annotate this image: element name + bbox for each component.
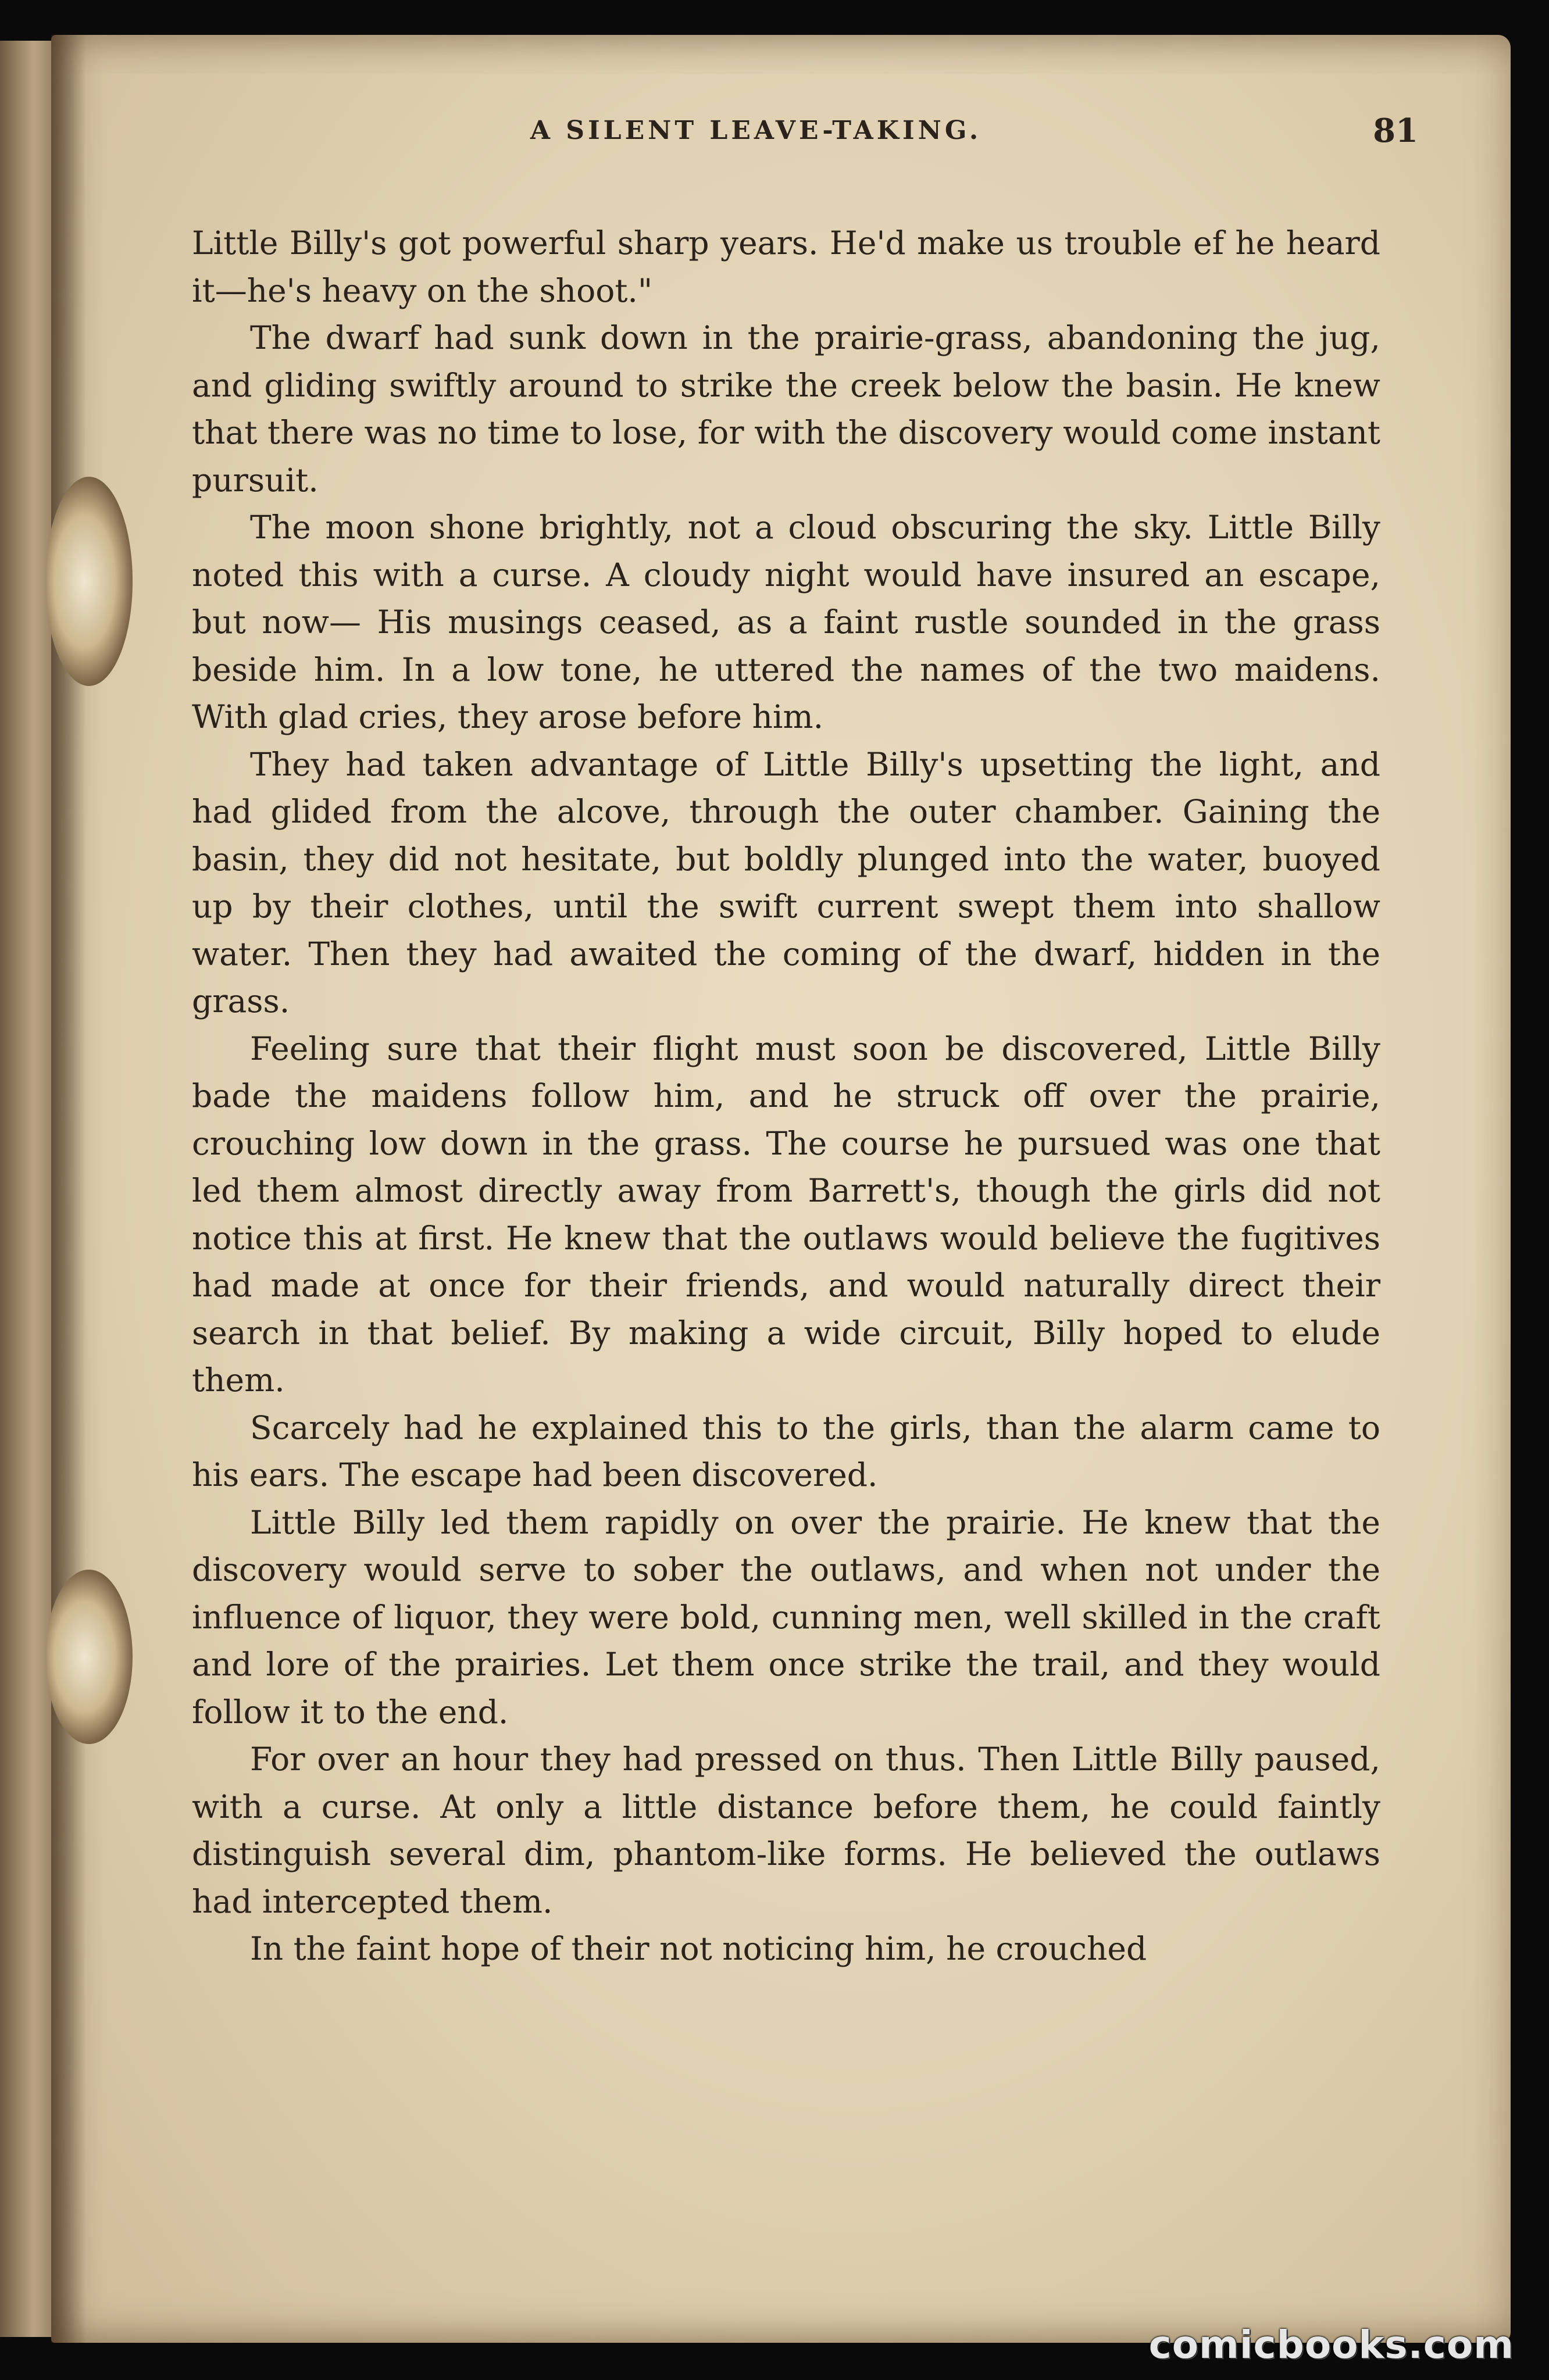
spine-shadow: [51, 35, 86, 2343]
running-head: [0, 105, 1549, 157]
paragraph: For over an hour they had pressed on thus. Then Little Billy paused, with a curse. At only a little distance before them, he could faintly distinguish several dim, phantom-like forms. He believed the outlaws had intercepted them.: [192, 1741, 1380, 1920]
paper-damage-upper: [45, 477, 133, 686]
paragraph: Scarcely had he explained this to the girls, than the alarm came to his ears. The escape had been discovered.: [192, 1409, 1380, 1493]
body-text: [192, 220, 1380, 1973]
paragraph: In the faint hope of their not noticing him, he crouched: [250, 1930, 1147, 1967]
paragraph: They had taken advantage of Little Billy's upsetting the light, and had glided from the alcove, through the outer chamber. Gaining the basin, they did not hesitate, but boldly plunged into the water, buoyed up by their clothes, until the swift current swept them into shallow water. Then they had awaited the coming of the dwarf, hidden in the grass.: [192, 745, 1380, 1020]
paragraph: The moon shone brightly, not a cloud obscuring the sky. Little Billy noted this with a curse. A cloudy night would have insured an escape, but now— His musings ceased, as a faint rustle sounded in the grass beside him. In a low tone, he uttered the names of the two maidens. With glad cries, they arose before him.: [192, 509, 1380, 735]
paragraph: Feeling sure that their flight must soon be discovered, Little Billy bade the maidens follow him, and he struck off over the prairie, crouching low down in the grass. The course he pursued was one that led them almost directly away from Barrett's, though the girls did not notice this at first. He knew that the outlaws would believe the fugitives had made at once for their friends, and would naturally direct their search in that belief. By making a wide circuit, Billy hoped to elude them.: [192, 1030, 1380, 1399]
page-number: 81: [1373, 112, 1418, 150]
paragraph: The dwarf had sunk down in the prairie-grass, abandoning the jug, and gliding swiftly around to strike the creek below the basin. He knew that there was no time to lose, for with the discovery would come instant pursuit.: [192, 319, 1380, 499]
running-title: A SILENT LEAVE-TAKING.: [530, 116, 982, 145]
paragraph: Little Billy's got powerful sharp years. He'd make us trouble ef he heard it—he's heavy on the shoot.": [192, 224, 1380, 309]
paragraph: Little Billy led them rapidly on over the prairie. He knew that the discovery would serve to sober the outlaws, and when not under the influence of liquor, they were bold, cunning men, well skilled in the craft and lore of the prairies. Let them once strike the trail, and they would follow it to the end.: [192, 1503, 1380, 1731]
watermark: comicbooks.com: [1148, 2322, 1514, 2367]
paper-damage-lower: [45, 1570, 133, 1744]
